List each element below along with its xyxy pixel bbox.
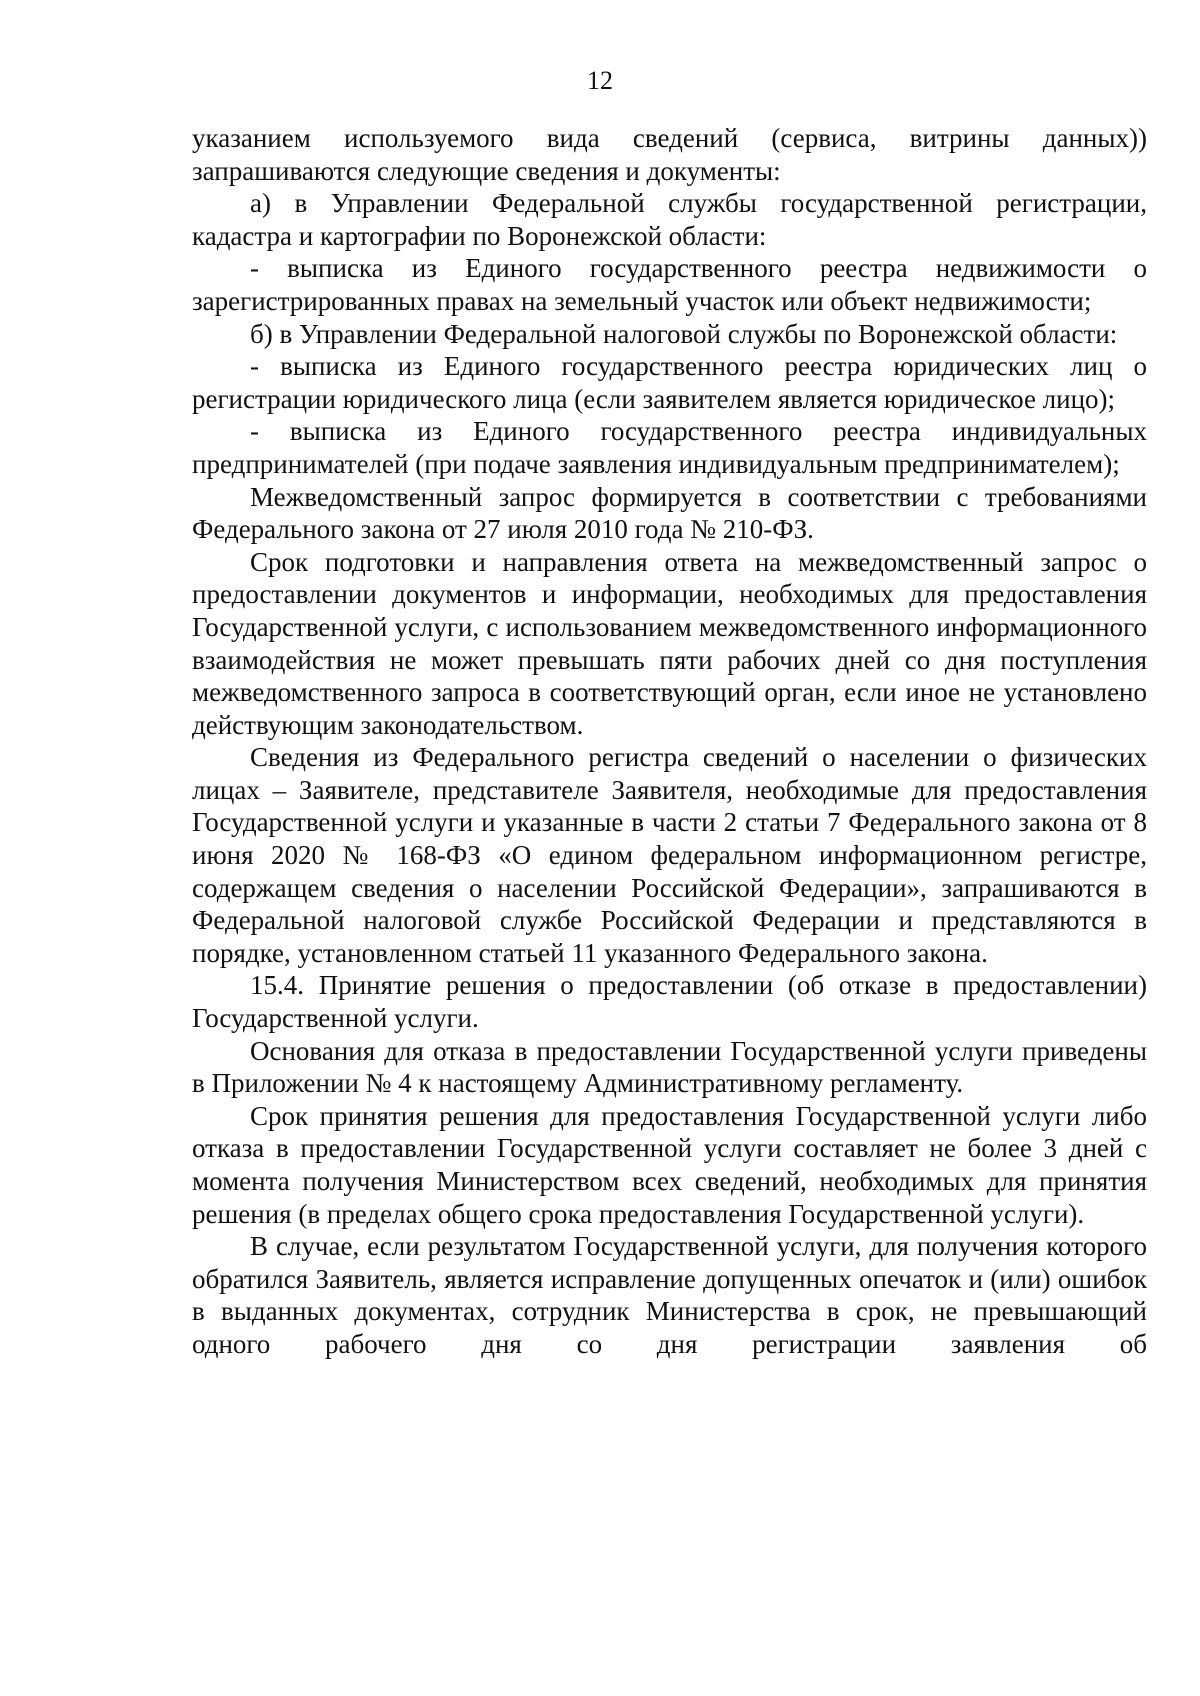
paragraph: 15.4. Принятие решения о предоставлении (об отказе в предоставлении) Государственной услуги. <box>192 970 1147 1034</box>
paragraph: Срок подготовки и направления ответа на межведомственный запрос о предоставлении документов и информации, необходимых для предоставления Государственной услуги, с использованием межведомственного информационного взаимодействия не может превышать пяти рабочих дней со дня поступления межведомственного запроса в соответствующий орган, если иное не установлено действующим законодательством. <box>192 546 1147 740</box>
paragraph: Срок принятия решения для предоставления Государственной услуги либо отказа в предоставлении Государственной услуги составляет не более 3 дней с момента получения Министерством всех сведений, необходимых для принятия решения (в пределах общего срока предоставления Государственной услуги). <box>192 1100 1147 1229</box>
paragraph: Основания для отказа в предоставлении Государственной услуги приведены в Приложении № 4 к настоящему Административному регламенту. <box>192 1035 1147 1099</box>
paragraph: Сведения из Федерального регистра сведений о населении о физических лицах – Заявителе, представителе Заявителя, необходимые для предоставления Государственной услуги и указанные в части 2 статьи 7 Федерального закона от 8 июня 2020 № 168-ФЗ «О едином федеральном информационном регистре, содержащем сведения о населении Российской Федерации», запрашиваются в Федеральной налоговой службе Российской Федерации и представляются в порядке, установленном статьей 11 указанного Федерального закона. <box>192 742 1147 968</box>
paragraph: - выписка из Единого государственного реестра юридических лиц о регистрации юридического лица (если заявителем является юридическое лицо); <box>192 351 1147 414</box>
document-body <box>192 122 1147 1361</box>
paragraph: - выписка из Единого государственного реестра индивидуальных предпринимателей (при подаче заявления индивидуальным предпринимателем); <box>192 416 1147 479</box>
page-number: 12 <box>587 66 613 95</box>
paragraph: - выписка из Единого государственного реестра недвижимости о зарегистрированных правах на земельный участок или объект недвижимости; <box>192 253 1147 316</box>
paragraph: В случае, если результатом Государственной услуги, для получения которого обратился Заявитель, является исправление допущенных опечаток и (или) ошибок в выданных документах, сотрудник Министерства в срок, не превышающий одного рабочего дня со дня регистрации заявления об <box>192 1231 1147 1359</box>
paragraph: а) в Управлении Федеральной службы государственной регистрации, кадастра и картографии по Воронежской области: <box>192 188 1147 251</box>
paragraph: Межведомственный запрос формируется в соответствии с требованиями Федерального закона от 27 июля 2010 года № 210-ФЗ. <box>192 481 1147 545</box>
paragraph: указанием используемого вида сведений (сервиса, витрины данных)) запрашиваются следующие сведения и документы: <box>192 123 1147 186</box>
paragraph: б) в Управлении Федеральной налоговой службы по Воронежской области: <box>250 318 1118 349</box>
